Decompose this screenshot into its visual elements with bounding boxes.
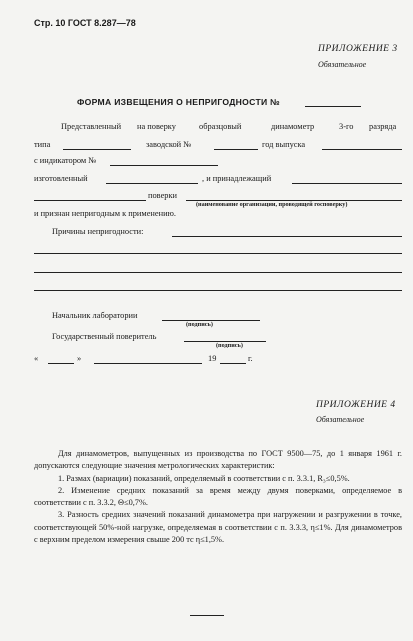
row1-word-f: разряда — [369, 122, 397, 131]
paragraph-2: 1. Размах (вариации) показаний, определяемый в соответствии с п. 3.3.1, R₃≤0,5%. — [58, 473, 350, 483]
row2-type-label: типа — [34, 140, 51, 149]
appendix3-subtitle: Обязательное — [318, 60, 367, 69]
appendix4-title: ПРИЛОЖЕНИЕ 4 — [316, 400, 396, 410]
year-line — [322, 149, 402, 150]
form-number-line — [305, 106, 361, 107]
reasons-line-1 — [172, 236, 402, 237]
date-year-prefix: 19 — [208, 354, 217, 363]
row2-serial-label: заводской № — [146, 140, 192, 149]
date-day-line — [48, 363, 74, 364]
row6-unfit-text: и признан непригодным к применению. — [34, 209, 176, 218]
form-title: ФОРМА ИЗВЕЩЕНИЯ О НЕПРИГОДНОСТИ № — [77, 97, 281, 107]
manufacturer-line — [106, 183, 198, 184]
verifier-signature-note: (подпись) — [216, 342, 243, 349]
date-year-line — [220, 363, 246, 364]
appendix4-subtitle: Обязательное — [316, 415, 365, 424]
page-header: Стр. 10 ГОСТ 8.287—78 — [34, 18, 136, 28]
date-quote-close: » — [77, 354, 82, 363]
row4-manufacturer-label: изготовленный — [34, 174, 88, 183]
row1-word-b: на поверку — [137, 122, 176, 131]
row1-word-c: образцовый — [199, 122, 242, 131]
row1-word-e: 3-го — [339, 122, 354, 131]
reasons-line-2 — [34, 253, 402, 254]
paragraph-4: 3. Разность средних значений показаний динамометра при нагружении и разгружении в точке, соответствующей 50%-ной нагрузке, определяемая в соответствии с п. 3.3.3, η≤1%. Для динамометров с верхним пределом измерения свыше 200 тс η≤1,5%. — [34, 510, 402, 545]
row1-word-a: Представленный — [61, 122, 122, 131]
reasons-line-4 — [34, 290, 402, 291]
appendix4-body — [34, 448, 402, 546]
row4-owner-label: , и принадлежащий — [202, 174, 272, 183]
lab-head-label: Начальник лаборатории — [52, 311, 138, 320]
reasons-line-3 — [34, 272, 402, 273]
serial-line — [214, 149, 258, 150]
type-line — [63, 149, 131, 150]
reasons-label: Причины непригодности: — [52, 227, 144, 236]
appendix3-title: ПРИЛОЖЕНИЕ 3 — [318, 44, 398, 54]
indicator-line — [110, 165, 218, 166]
lab-head-signature-note: (подпись) — [186, 321, 213, 328]
paragraph-1: Для динамометров, выпущенных из производства по ГОСТ 9500—75, до 1 января 1961 г. допускаются следующие значения метрологических характеристик: — [34, 449, 402, 471]
paragraph-3: 2. Изменение средних показаний за время между двумя поверками, определяемое в соответствии с п. 3.3.2, Θ≤0,7%. — [34, 485, 402, 508]
verification-org-note: (наименование организации, проводящей госповерку) — [196, 201, 348, 208]
row3-indicator-label: с индикатором № — [34, 156, 97, 165]
row5-verification-label: поверки — [148, 191, 178, 200]
end-rule — [190, 615, 224, 616]
owner-line — [292, 183, 402, 184]
date-g: г. — [248, 354, 253, 363]
date-month-line — [94, 363, 202, 364]
date-quote-open: « — [34, 354, 39, 363]
row2-year-label: год выпуска — [262, 140, 306, 149]
verification-org-line-left — [34, 200, 146, 201]
row1-word-d: динамометр — [271, 122, 315, 131]
verifier-label: Государственный поверитель — [52, 332, 157, 341]
